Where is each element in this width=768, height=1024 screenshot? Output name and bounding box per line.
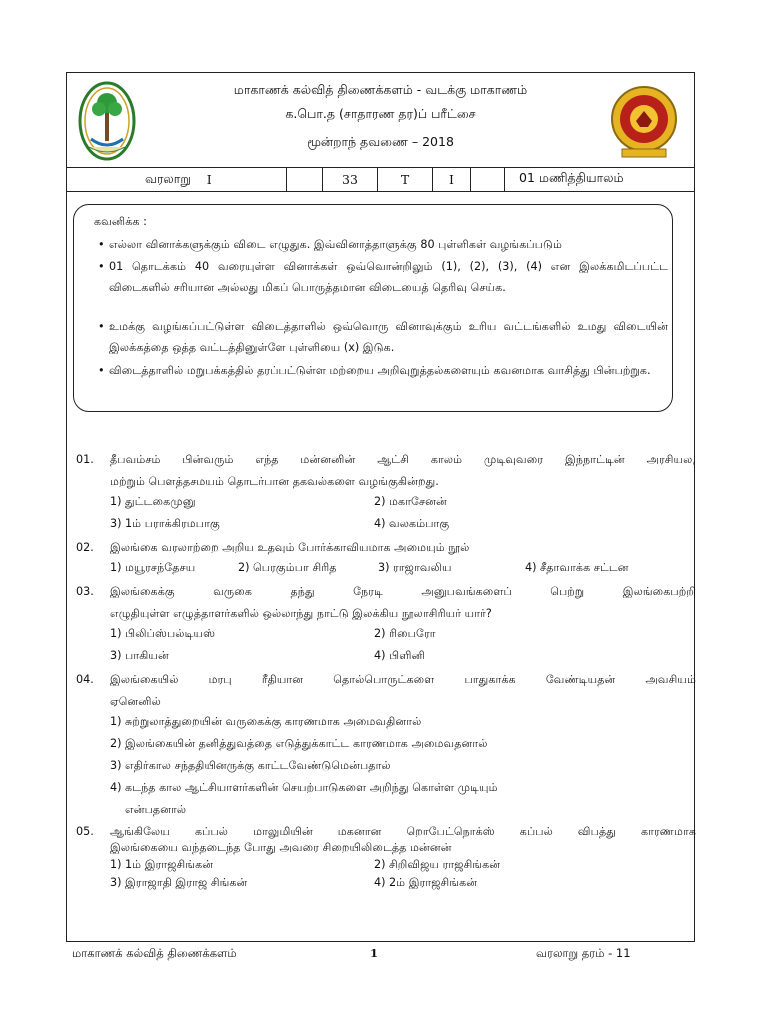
- option-4[interactable]: 4) வலகம்பாகு: [374, 517, 450, 530]
- instruction-item: • உமக்கு வழங்கப்பட்டுள்ள விடைத்தாளில் ஒவ்வொரு வினாவுக்கும் உரிய வட்டங்களில் உமது விடையின் இலக்கத்தை ஒத்த வட்டத்தினுள்ளே புள்ளியை (x) இடுக.: [98, 316, 668, 358]
- state-emblem-icon: [608, 81, 680, 161]
- question-text-line: இலங்கைக்கு வருகை தந்து நேரடி அனுபவங்களைப் பெற்று இலங்கைபற்றி: [110, 585, 696, 598]
- duration-cell: 01 மணித்தியாலம்: [519, 170, 624, 185]
- bullet-icon: •: [98, 320, 105, 333]
- question-text-line: தீபவம்சம் பின்வரும் எந்த மன்னனின் ஆட்சி காலம் முடிவுவரை இந்நாட்டின் அரசியல,: [110, 453, 696, 466]
- instructions-box: [73, 204, 673, 412]
- option-2[interactable]: 2) ரிபைரோ: [374, 627, 436, 640]
- option-3[interactable]: 3) பாகியன்: [110, 649, 169, 662]
- blank-cell-2: [471, 168, 505, 191]
- page-number: 1: [370, 946, 379, 960]
- question-number: 02.: [76, 541, 94, 554]
- exam-header: [67, 73, 694, 168]
- bullet-icon: •: [98, 364, 105, 377]
- option-1[interactable]: 1) 1ம் இராஜசிங்கன்: [110, 858, 214, 871]
- option-4-continuation: என்பதனால்: [125, 803, 187, 816]
- option-2[interactable]: 2) மகாசேனன்: [374, 495, 447, 508]
- question-text-line: இலங்கை வரலாற்றை அறிய உதவும் போர்க்காவியமாக அமையும் நூல்: [110, 541, 470, 554]
- question-text-line: இலங்கையில் மரபு ரீதியான தொல்பொருட்களை பாதுகாக்க வேண்டியதன் அவசியம்: [110, 673, 696, 686]
- instruction-item: • எல்லா வினாக்களுக்கும் விடை எழுதுக. இவ்வினாத்தாளுக்கு 80 புள்ளிகள் வழங்கப்படும்: [98, 234, 668, 255]
- option-4[interactable]: 4) 2ம் இராஜசிங்கன்: [374, 876, 478, 889]
- subject-code-cell: 33: [323, 168, 378, 191]
- option-4[interactable]: 4) சீதாவாக்க சட்டன: [525, 561, 629, 574]
- footer-department: மாகாணக் கல்வித் திணைக்களம்: [72, 946, 237, 960]
- question-text-line: மற்றும் பௌத்தசமயம் தொடர்பான தகவல்களை வழங்குகின்றது.: [110, 475, 439, 488]
- header-title-line1: மாகாணக் கல்வித் திணைக்களம் - வடக்கு மாகாணம்: [233, 82, 528, 97]
- option-3[interactable]: 3) 1ம் பராக்கிரமபாகு: [110, 517, 220, 530]
- question-number: 05.: [76, 825, 94, 838]
- option-2[interactable]: 2) இலங்கையின் தனித்துவத்தை எடுத்துக்காட்ட காரணமாக அமைவதனால்: [110, 737, 488, 750]
- subject-cell: [67, 168, 287, 191]
- header-title-line2: க.பொ.த (சாதாரண தர)ப் பரீட்சை: [285, 106, 476, 121]
- option-1[interactable]: 1) துட்டகைமுனு: [110, 495, 196, 508]
- option-3[interactable]: 3) எதிர்கால சந்ததியினருக்கு காட்டவேண்டுமென்பதால்: [110, 759, 391, 772]
- option-1[interactable]: 1) மயூரசந்தேசய: [110, 561, 196, 574]
- paper-code-row: [67, 168, 694, 192]
- question-text-line: ஆங்கிலேய கப்பல் மாலுமியின் மகனான றொபேட்நொக்ஸ் கப்பல் விபத்து காரணமாக: [110, 825, 696, 838]
- blank-cell: [287, 168, 323, 191]
- part-code-cell: I: [433, 168, 471, 191]
- question-number: 01.: [76, 453, 94, 466]
- option-2[interactable]: 2) பெரகும்பா சிரித: [238, 561, 337, 574]
- option-1[interactable]: 1) பிலிப்ஸ்பல்டியஸ்: [110, 627, 216, 640]
- paper-number: I: [206, 172, 212, 187]
- instruction-item: • 01 தொடக்கம் 40 வரையுள்ள வினாக்கள் ஒவ்வொன்றிலும் (1), (2), (3), (4) என இலக்கமிடப்பட்ட விடைகளில் சரியான அல்லது மிகப் பொருத்தமான விடையைத் தெரிவு செய்க.: [98, 256, 668, 298]
- option-1[interactable]: 1) சுற்றுலாத்துறையின் வருகைக்கு காரணமாக அமைவதினால்: [110, 715, 422, 728]
- instruction-item: • விடைத்தாளில் மறுபக்கத்தில் தரப்பட்டுள்ள மற்றைய அறிவுறுத்தல்களையும் கவனமாக வாசித்து பின்பற்றுக.: [98, 360, 668, 381]
- subject-label: வரலாறு: [145, 171, 191, 186]
- option-4[interactable]: 4) பிளினி: [374, 649, 425, 662]
- question-number: 04.: [76, 673, 94, 686]
- medium-code-cell: T: [378, 168, 433, 191]
- question-number: 03.: [76, 585, 94, 598]
- question-text-line: ஏனெனில்: [110, 695, 161, 708]
- instructions-title: கவனிக்க :: [94, 215, 147, 228]
- footer-subject-grade: வரலாறு தரம் - 11: [536, 946, 631, 960]
- option-4[interactable]: 4) கடந்த கால ஆட்சியாளர்களின் செயற்பாடுகளை அறிந்து கொள்ள முடியும்: [110, 781, 498, 794]
- option-3[interactable]: 3) ராஜாவலிய: [378, 561, 452, 574]
- option-3[interactable]: 3) இராஜாதி இராஜ சிங்கன்: [110, 876, 248, 889]
- option-2[interactable]: 2) சிறிவிஜய ராஜசிங்கன்: [374, 858, 501, 871]
- bullet-icon: •: [98, 238, 105, 251]
- question-text-line: எழுதியுள்ள எழுத்தாளர்களில் ஒல்லாந்து நாட்டு இலக்கிய நூலாசிரியர் யார்?: [110, 607, 492, 620]
- bullet-icon: •: [98, 260, 105, 273]
- question-text-line: இலங்கையை வந்தடைந்த போது அவரை சிறையிலிடைத்த மன்னன்: [110, 841, 452, 854]
- header-title-line3: மூன்றாந் தவணை – 2018: [307, 134, 454, 149]
